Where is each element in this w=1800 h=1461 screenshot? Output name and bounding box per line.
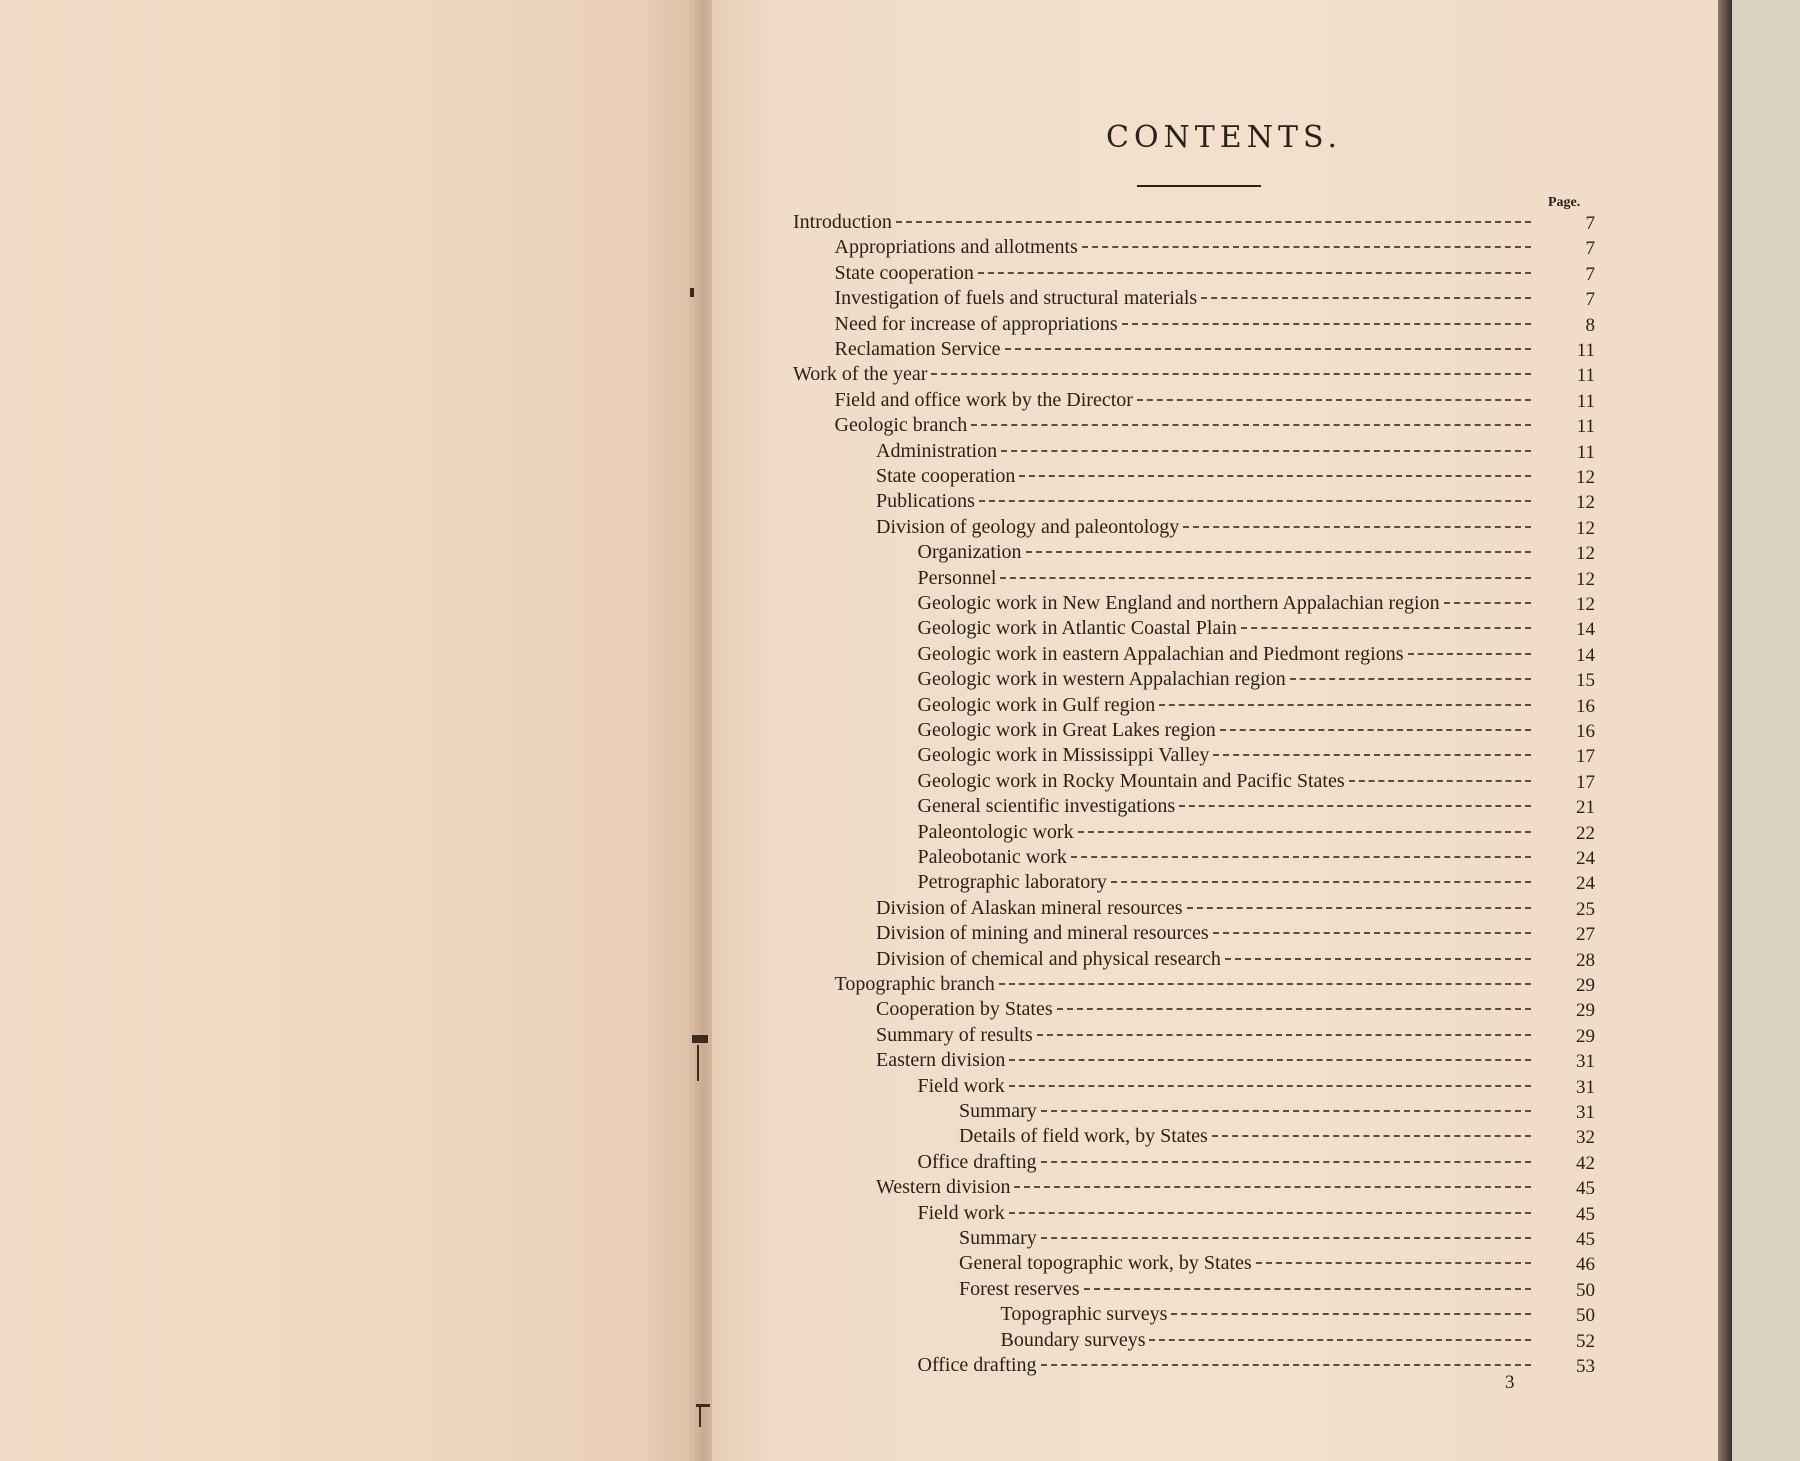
toc-entry-page: 17 <box>1576 772 1595 793</box>
toc-entry-page: 11 <box>1576 340 1595 361</box>
toc-entry <box>835 313 1536 338</box>
toc-entry-label: Publications <box>876 490 975 512</box>
toc-entry-page: 21 <box>1576 797 1595 818</box>
toc-entry <box>918 1151 1536 1176</box>
toc-entry-label: Administration <box>876 440 998 462</box>
toc-entry-page: 12 <box>1576 467 1595 488</box>
toc-entry-page: 29 <box>1576 975 1595 996</box>
toc-entry-label: Geologic work in New England and northern Appalachian region <box>917 592 1440 614</box>
dot-leader <box>1037 1034 1531 1036</box>
toc-entry <box>918 871 1536 896</box>
toc-entry-label: General scientific investigations <box>917 795 1176 817</box>
toc-entry-page: 45 <box>1576 1178 1595 1199</box>
toc-entry-page: 12 <box>1576 492 1595 513</box>
toc-entry-label: Summary of results <box>876 1024 1033 1046</box>
toc-entry <box>918 770 1536 795</box>
toc-entry-label: Reclamation Service <box>834 338 1001 360</box>
toc-entry-label: Personnel <box>917 567 997 589</box>
toc-entry-page: 24 <box>1576 873 1595 894</box>
dot-leader <box>999 983 1531 985</box>
toc-entry <box>793 211 1535 236</box>
toc-entry-label: Division of Alaskan mineral resources <box>876 897 1183 919</box>
dot-leader <box>1256 1262 1531 1264</box>
toc-entry-page: 12 <box>1576 543 1595 564</box>
dot-leader <box>1444 602 1531 604</box>
dot-leader <box>1213 932 1531 934</box>
toc-entry <box>876 1024 1535 1049</box>
dot-leader <box>1009 1059 1531 1061</box>
toc-entry <box>959 1227 1535 1252</box>
dot-leader <box>1026 551 1531 553</box>
toc-entry-page: 24 <box>1576 848 1595 869</box>
toc-entry-page: 16 <box>1576 721 1595 742</box>
toc-entry <box>918 744 1536 769</box>
toc-entry <box>835 287 1536 312</box>
dot-leader <box>1220 729 1531 731</box>
binding-thread-mark <box>699 1407 701 1427</box>
dot-leader <box>1349 780 1531 782</box>
toc-entry <box>918 719 1536 744</box>
page-title: CONTENTS. <box>1106 120 1342 155</box>
toc-entry <box>918 592 1536 617</box>
toc-entry-page: 15 <box>1576 670 1595 691</box>
toc-entry <box>959 1100 1535 1125</box>
toc-entry <box>876 897 1535 922</box>
toc-entry-label: Eastern division <box>876 1049 1006 1071</box>
toc-entry-page: 7 <box>1585 213 1595 234</box>
dot-leader <box>1171 1313 1531 1315</box>
dot-leader <box>1071 856 1531 858</box>
toc-entry <box>835 973 1536 998</box>
toc-entry-page: 50 <box>1576 1280 1595 1301</box>
toc-entry <box>959 1278 1535 1303</box>
toc-entry-page: 22 <box>1576 823 1595 844</box>
dot-leader <box>1041 1237 1531 1239</box>
toc-entry-label: Forest reserves <box>959 1278 1080 1300</box>
toc-entry-label: Petrographic laboratory <box>917 871 1107 893</box>
toc-entry-page: 31 <box>1576 1051 1595 1072</box>
toc-entry-page: 28 <box>1576 950 1595 971</box>
toc-entry <box>876 490 1535 515</box>
toc-entry-page: 45 <box>1576 1229 1595 1250</box>
toc-entry-label: Boundary surveys <box>1000 1329 1146 1351</box>
toc-entry-page: 46 <box>1576 1254 1595 1275</box>
dot-leader <box>1179 805 1531 807</box>
toc-entry-label: Need for increase of appropriations <box>834 313 1118 335</box>
toc-entry-page: 27 <box>1576 924 1595 945</box>
toc-entry <box>876 465 1535 490</box>
dot-leader <box>1241 627 1531 629</box>
toc-entry-label: Field work <box>917 1075 1005 1097</box>
toc-entry-page: 53 <box>1576 1356 1595 1377</box>
toc-entry-label: Division of geology and paleontology <box>876 516 1180 538</box>
dot-leader <box>1183 526 1531 528</box>
toc-entry-label: Geologic work in Rocky Mountain and Pacific States <box>917 770 1345 792</box>
dot-leader <box>1122 323 1531 325</box>
toc-entry-label: Western division <box>876 1176 1011 1198</box>
toc-entry <box>918 1202 1536 1227</box>
dot-leader <box>1009 1085 1531 1087</box>
toc-entry-page: 7 <box>1585 264 1595 285</box>
toc-entry-page: 45 <box>1576 1204 1595 1225</box>
toc-entry-label: Introduction <box>793 211 892 233</box>
toc-entry-page: 50 <box>1576 1305 1595 1326</box>
toc-entry-label: Geologic work in Atlantic Coastal Plain <box>917 617 1237 639</box>
dot-leader <box>1014 1186 1531 1188</box>
toc-entry-label: Field and office work by the Director <box>834 389 1133 411</box>
toc-entry-label: Office drafting <box>917 1151 1037 1173</box>
toc-entry <box>918 1354 1536 1379</box>
toc-entry <box>918 643 1536 668</box>
dot-leader <box>1290 678 1531 680</box>
toc-entry <box>1001 1303 1536 1328</box>
page-column-heading: Page. <box>1548 195 1581 210</box>
toc-entry-page: 29 <box>1576 1026 1595 1047</box>
toc-entry <box>876 922 1535 947</box>
toc-entry-label: Paleobotanic work <box>917 846 1067 868</box>
toc-entry <box>918 1075 1536 1100</box>
toc-entry-label: Topographic surveys <box>1000 1303 1168 1325</box>
toc-entry <box>959 1125 1535 1150</box>
toc-entry-label: Topographic branch <box>834 973 995 995</box>
toc-entry-page: 17 <box>1576 746 1595 767</box>
dot-leader <box>1212 1135 1531 1137</box>
dot-leader <box>979 500 1531 502</box>
toc-entry-page: 11 <box>1576 442 1595 463</box>
dot-leader <box>896 221 1531 223</box>
toc-entry-page: 31 <box>1576 1102 1595 1123</box>
dot-leader <box>1001 450 1531 452</box>
toc-entry-label: Division of chemical and physical research <box>876 948 1221 970</box>
toc-entry-page: 12 <box>1576 594 1595 615</box>
toc-entry <box>876 998 1535 1023</box>
toc-entry-label: General topographic work, by States <box>959 1252 1252 1274</box>
toc-entry-page: 14 <box>1576 619 1595 640</box>
toc-entry-page: 7 <box>1585 238 1595 259</box>
toc-entry-label: Office drafting <box>917 1354 1037 1376</box>
toc-entry-page: 12 <box>1576 518 1595 539</box>
dot-leader <box>1159 704 1531 706</box>
toc-entry-label: State cooperation <box>834 262 974 284</box>
dot-leader <box>1009 1212 1531 1214</box>
dot-leader <box>1137 399 1531 401</box>
toc-entry <box>876 516 1535 541</box>
toc-entry-label: Work of the year <box>793 363 928 385</box>
dot-leader <box>1111 881 1531 883</box>
toc-entry <box>835 236 1536 261</box>
dot-leader <box>1082 246 1531 248</box>
toc-entry-label: Geologic work in Great Lakes region <box>917 719 1216 741</box>
dot-leader <box>1041 1364 1531 1366</box>
dot-leader <box>1041 1110 1531 1112</box>
toc-entry <box>918 567 1536 592</box>
toc-entry <box>918 795 1536 820</box>
toc-entry <box>918 846 1536 871</box>
toc-entry-page: 14 <box>1576 645 1595 666</box>
dot-leader <box>1225 958 1531 960</box>
toc-entry-page: 8 <box>1585 315 1595 336</box>
toc-entry-page: 31 <box>1576 1077 1595 1098</box>
dot-leader <box>1057 1008 1531 1010</box>
toc-entry-label: Summary <box>959 1100 1037 1122</box>
toc-entry-label: Organization <box>917 541 1022 563</box>
title-rule <box>1137 185 1261 187</box>
toc-entry-page: 52 <box>1576 1331 1595 1352</box>
binding-thread-mark <box>697 1045 699 1081</box>
toc-entry-page: 11 <box>1576 416 1595 437</box>
toc-entry <box>918 668 1536 693</box>
toc-entry-label: Geologic work in Mississippi Valley <box>917 744 1210 766</box>
toc-entry-page: 11 <box>1576 365 1595 386</box>
dot-leader <box>1084 1288 1531 1290</box>
dot-leader <box>1078 831 1531 833</box>
toc-entry <box>918 694 1536 719</box>
toc-entry-label: Paleontologic work <box>917 821 1074 843</box>
toc-entry-page: 25 <box>1576 899 1595 920</box>
toc-entry-page: 12 <box>1576 569 1595 590</box>
toc-entry-page: 16 <box>1576 696 1595 717</box>
toc-entry <box>1001 1329 1536 1354</box>
binding-thread-mark <box>692 1035 708 1043</box>
dot-leader <box>1213 754 1531 756</box>
toc-entry-page: 29 <box>1576 1000 1595 1021</box>
dot-leader <box>1149 1339 1531 1341</box>
toc-entry <box>918 541 1536 566</box>
toc-entry-label: Geologic work in eastern Appalachian and Piedmont regions <box>917 643 1404 665</box>
toc-entry-label: Geologic work in western Appalachian region <box>917 668 1286 690</box>
dot-leader <box>1041 1161 1531 1163</box>
toc-entry-label: Division of mining and mineral resources <box>876 922 1209 944</box>
toc-entry-page: 42 <box>1576 1153 1595 1174</box>
toc-entry <box>835 414 1536 439</box>
toc-entry <box>918 821 1536 846</box>
toc-entry <box>876 440 1535 465</box>
toc-entry <box>835 338 1536 363</box>
dot-leader <box>1201 297 1531 299</box>
toc-entry-label: Appropriations and allotments <box>834 236 1078 258</box>
toc-entry <box>876 1049 1535 1074</box>
toc-entry-label: Geologic work in Gulf region <box>917 694 1156 716</box>
toc-entry-label: Investigation of fuels and structural materials <box>834 287 1198 309</box>
dot-leader <box>1187 907 1531 909</box>
toc-entry-page: 32 <box>1576 1127 1595 1148</box>
toc-entry <box>835 262 1536 287</box>
toc-entry-page: 7 <box>1585 289 1595 310</box>
binding-thread-mark <box>690 288 694 297</box>
dot-leader <box>1000 577 1531 579</box>
dot-leader <box>1005 348 1531 350</box>
toc-entry <box>793 363 1535 388</box>
page-number: 3 <box>1505 1372 1515 1393</box>
toc-entry-label: State cooperation <box>876 465 1016 487</box>
toc-entry <box>876 948 1535 973</box>
toc-entry-page: 11 <box>1576 391 1595 412</box>
left-page-blank <box>0 0 700 1461</box>
toc-entry <box>835 389 1536 414</box>
dot-leader <box>971 424 1531 426</box>
toc-entry <box>959 1252 1535 1277</box>
toc-entry-label: Field work <box>917 1202 1005 1224</box>
dot-leader <box>1019 475 1531 477</box>
toc-entry-label: Geologic branch <box>834 414 968 436</box>
toc-entry <box>876 1176 1535 1201</box>
book-cover-edge <box>1718 0 1732 1461</box>
dot-leader <box>1408 653 1532 655</box>
toc-entry-label: Details of field work, by States <box>959 1125 1208 1147</box>
toc-entry <box>918 617 1536 642</box>
toc-entry-label: Summary <box>959 1227 1037 1249</box>
toc-entry-label: Cooperation by States <box>876 998 1053 1020</box>
dot-leader <box>931 373 1531 375</box>
dot-leader <box>978 272 1531 274</box>
